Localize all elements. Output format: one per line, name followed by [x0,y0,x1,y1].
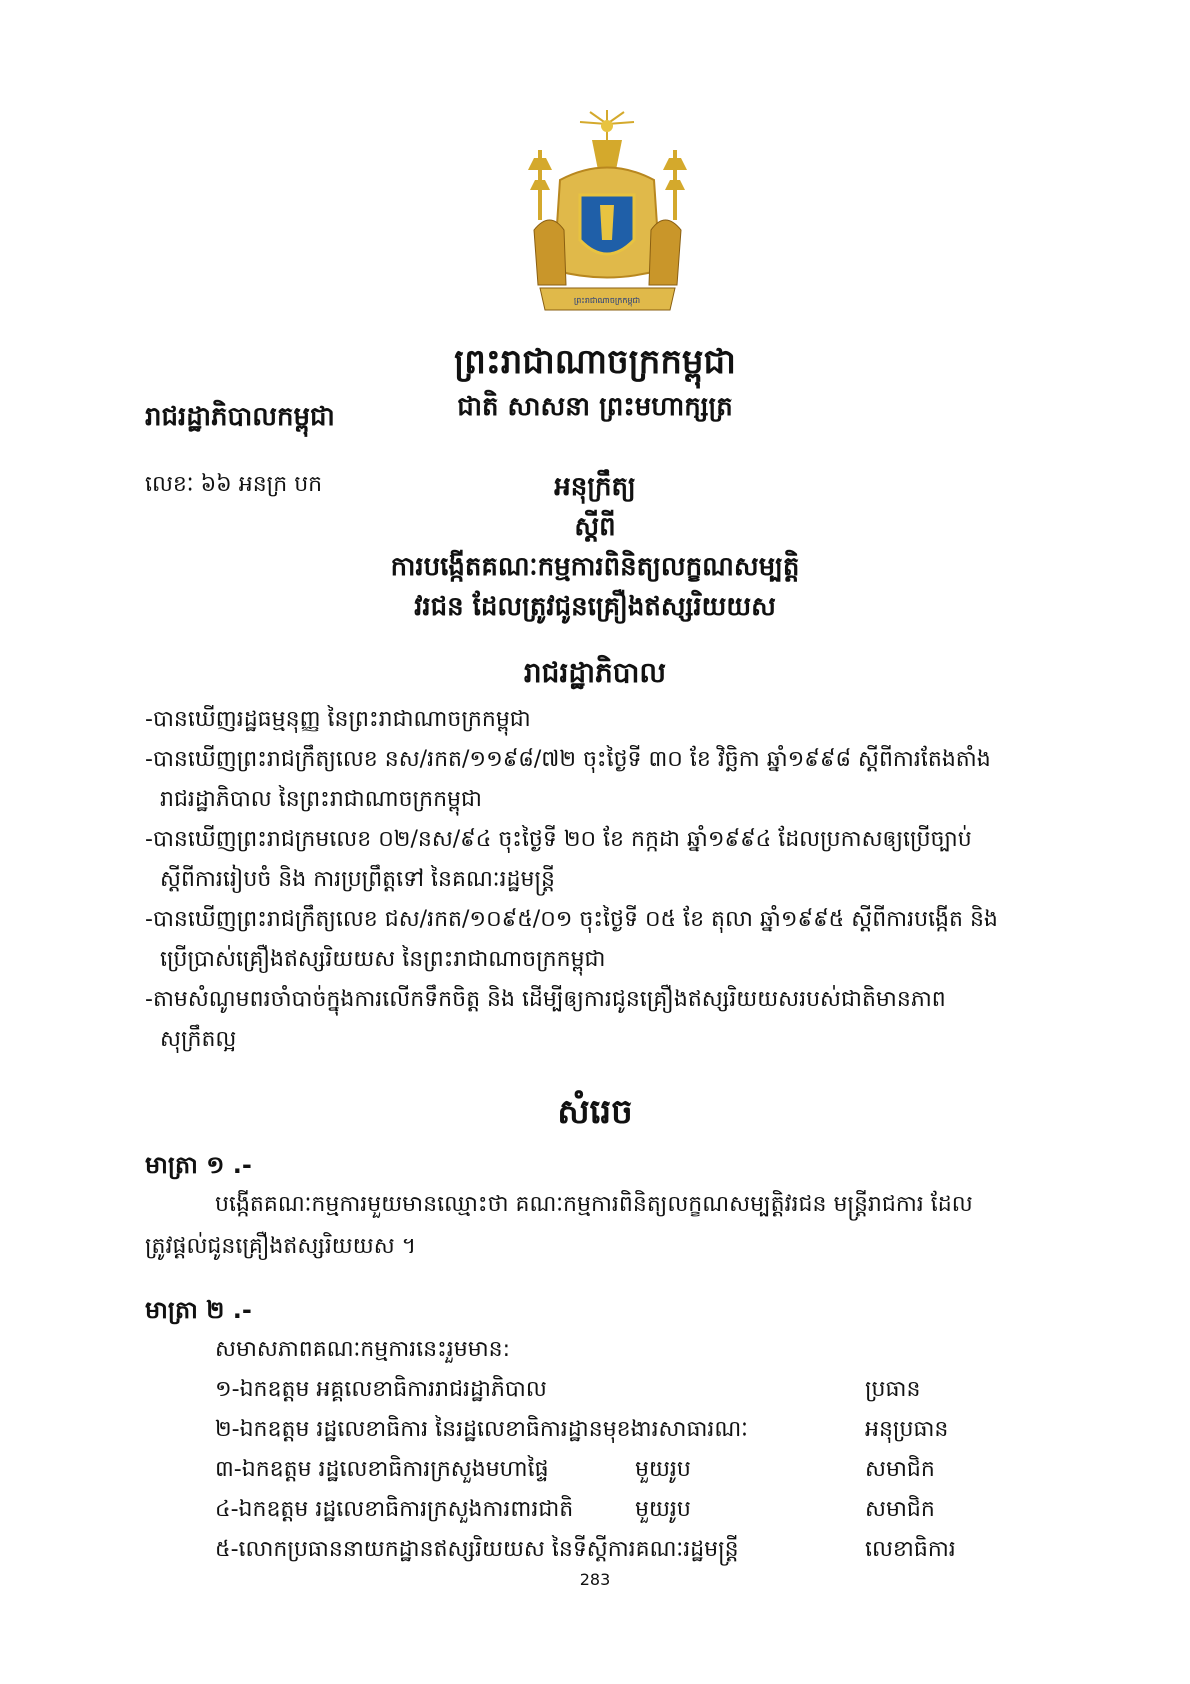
consideration-3-cont: ស្ដីពីការរៀបចំ និង ការប្រព្រឹត្តទៅ នៃគណៈរដ្ឋមន្ត្រី [160,867,555,892]
national-motto: ជាតិ សាសនា ព្រះមហាក្សត្រ [457,392,733,422]
article-1-text-cont: ត្រូវផ្ដល់ជូនគ្រឿងឥស្សរិយយស ។ [145,1234,417,1259]
member-5-name: ៥-លោកប្រធាននាយកដ្ឋានឥស្សរិយយស នៃទីស្ដីការគណៈរដ្ឋមន្ត្រី [215,1537,739,1562]
shield-bowl [600,205,614,240]
member-3-role: សមាជិក [865,1457,935,1482]
member-2-role: អនុប្រធាន [865,1417,949,1442]
crown-sun [601,120,613,132]
member-4-count: មួយរូប [635,1497,691,1522]
royal-coat-of-arms-emblem [520,100,695,325]
document-type-title: អនុក្រឹត្យ [554,472,636,502]
decision-heading: សំរេច [557,1092,633,1132]
member-4-role: សមាជិក [865,1497,935,1522]
kingdom-heading: ព្រះរាជាណាចក្រកម្ពុជា [454,342,736,382]
left-parasol [528,150,552,220]
government-heading: រាជរដ្ឋាភិបាលកម្ពុជា [145,402,335,432]
reference-number: លេខៈ ៦៦ អនក្រ បក [145,472,323,497]
consideration-2-cont: រាជរដ្ឋាភិបាល នៃព្រះរាជាណាចក្រកម្ពុជា [160,787,482,812]
title-subject-line2: វរជន ដែលត្រូវជូនគ្រឿងឥស្សរិយយស [414,592,776,622]
right-parasol [663,150,687,220]
member-1-role: ប្រធាន [865,1377,921,1402]
member-3-name: ៣-ឯកឧត្ដម រដ្ឋលេខាធិការក្រសួងមហាផ្ទៃ [215,1457,549,1482]
consideration-1: -បានឃើញរដ្ឋធម្មនុញ្ញ នៃព្រះរាជាណាចក្រកម្ពុជា [145,707,531,732]
article-2-intro: សមាសភាពគណៈកម្មការនេះរួមមាន: [215,1337,511,1362]
consideration-4-cont: ប្រើប្រាស់គ្រឿងឥស្សរិយយស នៃព្រះរាជាណាចក្រកម្ពុជា [160,947,606,972]
left-lion-supporter [534,220,566,285]
consideration-5: -តាមសំណូមពរចាំបាច់ក្នុងការលើកទឹកចិត្ត និង ដើម្បីឲ្យការជូនគ្រឿងឥស្សរិយយសរបស់ជាតិមានភាព [145,987,946,1012]
motto-banner-text: ព្រះរាជាណាចក្រកម្ពុជា [573,296,641,305]
page-number: 283 [579,1570,611,1589]
title-subject-line1: ការបង្កើតគណៈកម្មការពិនិត្យលក្ខណសម្បត្តិ [390,552,800,582]
member-5-role: លេខាធិការ [865,1537,956,1562]
consideration-5-cont: សុក្រឹតល្អ [160,1027,237,1052]
article-2-label: មាត្រា ២ .- [145,1296,252,1324]
article-1-label: មាត្រា ១ .- [145,1151,252,1179]
member-2-name: ២-ឯកឧត្ដម រដ្ឋលេខាធិការ នៃរដ្ឋលេខាធិការដ្ឋានមុខងារសាធារណៈ [215,1417,748,1442]
consideration-3: -បានឃើញព្រះរាជក្រមលេខ ០២/នស/៩៤ ចុះថ្ងៃទី ២០ ខែ កក្កដា ឆ្នាំ១៩៩៤ ដែលប្រកាសឲ្យប្រើច្បាប់ [145,827,972,852]
crown-spire [592,140,622,170]
article-1-text: បង្កើតគណៈកម្មការមួយមានឈ្មោះថា គណៈកម្មការពិនិត្យលក្ខណសម្បត្តិវរជន មន្ត្រីរាជការ ដែល [215,1192,973,1217]
title-about: ស្ដីពី [574,512,616,542]
consideration-4: -បានឃើញព្រះរាជក្រឹត្យលេខ ជស/រកត/១០៩៥/០១ ចុះថ្ងៃទី ០៥ ខែ តុលា ឆ្នាំ១៩៩៥ ស្ដីពីការបង្កើត និង [145,907,998,932]
member-1-name: ១-ឯកឧត្ដម អគ្គលេខាធិការរាជរដ្ឋាភិបាល [215,1377,547,1402]
right-lion-supporter [649,220,681,285]
member-4-name: ៤-ឯកឧត្ដម រដ្ឋលេខាធិការក្រសួងការពារជាតិ [215,1497,574,1522]
member-3-count: មួយរូប [635,1457,691,1482]
consideration-2: -បានឃើញព្រះរាជក្រឹត្យលេខ នស/រកត/១១៩៨/៧២ ចុះថ្ងៃទី ៣០ ខែ វិច្ឆិកា ឆ្នាំ១៩៩៨ ស្ដីពីការតែងតាំង [145,747,991,772]
issuer-heading: រាជរដ្ឋាភិបាល [523,656,667,689]
